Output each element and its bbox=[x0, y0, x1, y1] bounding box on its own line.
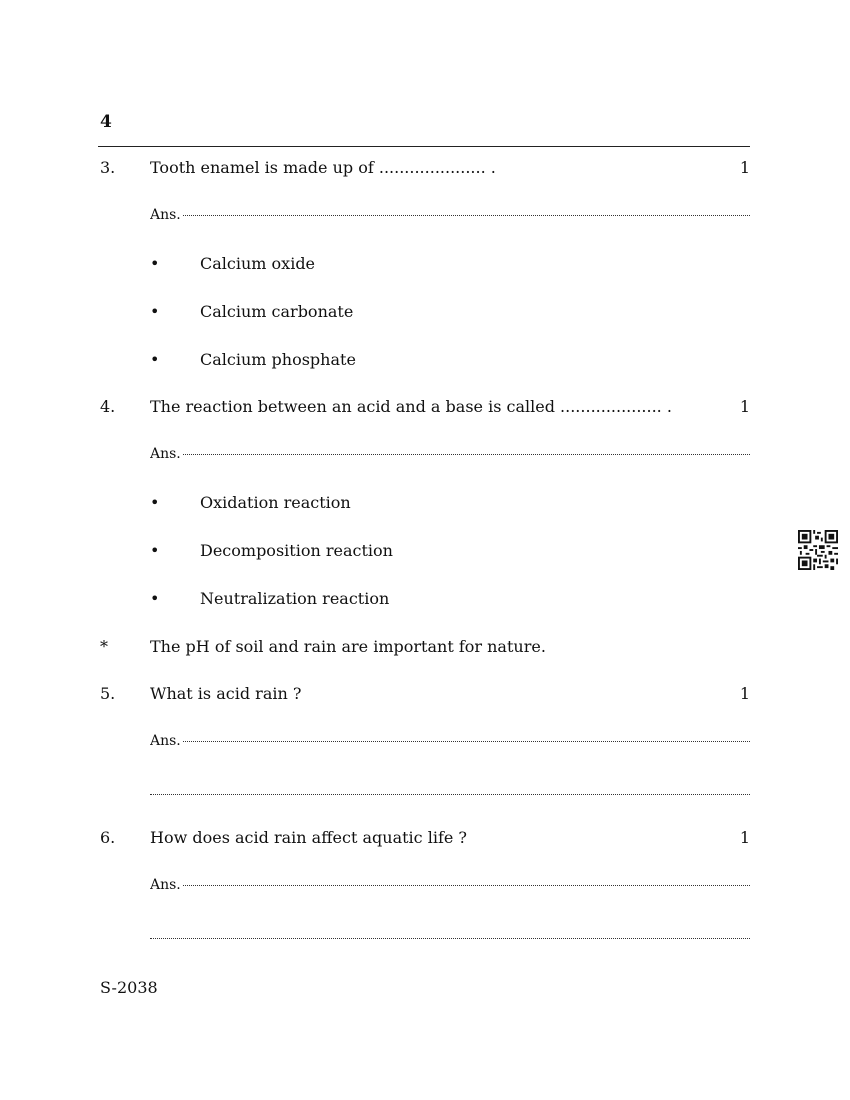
question-3-option-3: Calcium phosphate bbox=[200, 350, 356, 369]
question-3-text: Tooth enamel is made up of ..................... . bbox=[150, 158, 496, 177]
question-5-answer-line[interactable] bbox=[150, 733, 750, 749]
question-4-answer-line[interactable] bbox=[150, 446, 750, 462]
question-4-option-2: Decomposition reaction bbox=[200, 541, 393, 560]
bullet-icon: • bbox=[150, 541, 160, 560]
question-4-marks: 1 bbox=[739, 397, 750, 416]
question-5-text: What is acid rain ? bbox=[150, 684, 302, 703]
question-6-marks: 1 bbox=[739, 828, 750, 847]
answer-label: Ans. bbox=[150, 207, 181, 223]
bullet-icon: • bbox=[150, 302, 160, 321]
qr-code-icon bbox=[797, 530, 839, 570]
question-6-answer-line-2[interactable] bbox=[150, 938, 750, 939]
note-marker: * bbox=[100, 637, 108, 656]
question-3-number: 3. bbox=[100, 158, 116, 177]
bullet-icon: • bbox=[150, 589, 160, 608]
answer-label: Ans. bbox=[150, 877, 181, 893]
question-3-option-2: Calcium carbonate bbox=[200, 302, 354, 321]
answer-dotted-line bbox=[183, 885, 750, 886]
answer-label: Ans. bbox=[150, 733, 181, 749]
note-text: The pH of soil and rain are important for nature. bbox=[150, 637, 546, 656]
footer-code: S-2038 bbox=[100, 978, 158, 997]
page-number: 4 bbox=[100, 112, 112, 132]
question-5-answer-line-2[interactable] bbox=[150, 794, 750, 795]
question-3-option-1: Calcium oxide bbox=[200, 254, 316, 273]
answer-label: Ans. bbox=[150, 446, 181, 462]
question-5-marks: 1 bbox=[739, 684, 750, 703]
header-rule bbox=[98, 146, 750, 147]
answer-dotted-line bbox=[183, 454, 750, 455]
answer-dotted-line bbox=[183, 741, 750, 742]
question-4-text: The reaction between an acid and a base is called .................... . bbox=[150, 397, 672, 416]
question-4-number: 4. bbox=[100, 397, 116, 416]
question-6-number: 6. bbox=[100, 828, 116, 847]
bullet-icon: • bbox=[150, 254, 160, 273]
question-5-number: 5. bbox=[100, 684, 116, 703]
question-3-marks: 1 bbox=[739, 158, 750, 177]
answer-dotted-line bbox=[183, 215, 750, 216]
question-4-option-1: Oxidation reaction bbox=[200, 493, 351, 512]
bullet-icon: • bbox=[150, 350, 160, 369]
question-6-text: How does acid rain affect aquatic life ? bbox=[150, 828, 468, 847]
question-3-answer-line[interactable] bbox=[150, 207, 750, 223]
bullet-icon: • bbox=[150, 493, 160, 512]
question-4-option-3: Neutralization reaction bbox=[200, 589, 390, 608]
question-6-answer-line[interactable] bbox=[150, 877, 750, 893]
